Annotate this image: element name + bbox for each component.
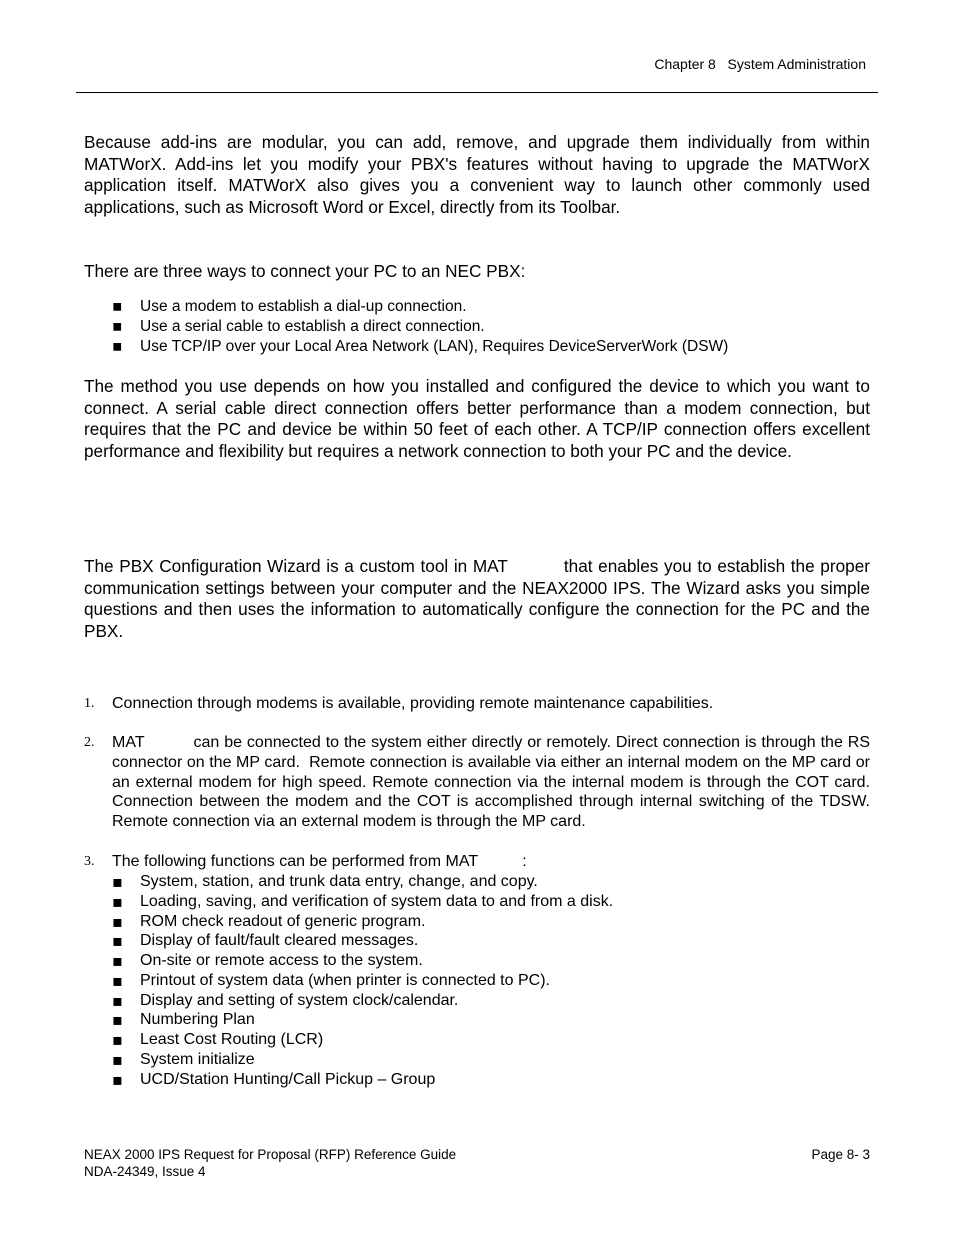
footer-doc-id: NDA-24349, Issue 4 bbox=[84, 1164, 206, 1179]
numbered-item-3 bbox=[84, 852, 870, 872]
item-text: The following functions can be performed from MAT : bbox=[112, 853, 527, 870]
list-item: ▪ Use a modem to establish a dial-up connection. bbox=[112, 297, 728, 317]
list-item: ▪ System, station, and trunk data entry, change, and copy. bbox=[112, 872, 613, 892]
connect-lead: There are three ways to connect your PC to an NEC PBX: bbox=[84, 261, 526, 281]
footer-title: NEAX 2000 IPS Request for Proposal (RFP) Reference Guide bbox=[84, 1147, 457, 1162]
item-number: 2. bbox=[84, 735, 95, 750]
list-item: ▪ Use a serial cable to establish a direct connection. bbox=[112, 317, 728, 337]
list-item: ▪ On-site or remote access to the system. bbox=[112, 951, 613, 971]
intro-paragraph: Because add-ins are modular, you can add, remove, and upgrade them individually from within MATWorX. Add-ins let you modify your PBX's features without having to upgrade the MATWorX application itself. MATWorX also gives you a convenient way to launch other commonly used applications, such as Microsoft Word or Excel, directly from its Toolbar. bbox=[84, 132, 870, 217]
item-text: Connection through modems is available, providing remote maintenance capabilities. bbox=[112, 695, 714, 712]
numbered-item-2 bbox=[84, 733, 875, 832]
item-number: 1. bbox=[84, 696, 95, 711]
item-number: 3. bbox=[84, 854, 95, 869]
item-text: MAT can be connected to the system either directly or remotely. Direct connection is through the RS connector on the MP card. Remote connection is available via either an internal modem on the MP card or an external modem for high speed. Remote connection via the internal modem is through the COT card. Connection between the modem and the COT is accomplished through internal switching of the TDSW. Remote connection via an external modem is through the MP card. bbox=[112, 734, 875, 831]
footer-page-number: Page 8- 3 bbox=[811, 1147, 870, 1162]
numbered-item-1 bbox=[84, 694, 870, 714]
list-item: ▪ Display and setting of system clock/calendar. bbox=[112, 991, 613, 1011]
list-item: ▪ ROM check readout of generic program. bbox=[112, 912, 613, 932]
header-rule bbox=[76, 92, 878, 93]
list-item: ▪ Loading, saving, and verification of system data to and from a disk. bbox=[112, 892, 613, 912]
list-item: ▪ Printout of system data (when printer is connected to PC). bbox=[112, 971, 613, 991]
footer-left bbox=[84, 1146, 456, 1180]
list-item: ▪ UCD/Station Hunting/Call Pickup – Group bbox=[112, 1070, 613, 1090]
list-item: ▪ System initialize bbox=[112, 1050, 613, 1070]
functions-list bbox=[112, 872, 613, 1089]
method-paragraph: The method you use depends on how you installed and configured the device to which you want to connect. A serial cable direct connection offers better performance than a modem connection, but requires that the PC and device be within 50 feet of each other. A TCP/IP connection offers excellent performance and flexibility but requires a network connection to both your PC and the device. bbox=[84, 376, 870, 461]
list-item: ▪ Use TCP/IP over your Local Area Network (LAN), Requires DeviceServerWork (DSW) bbox=[112, 337, 728, 357]
wizard-paragraph: The PBX Configuration Wizard is a custom tool in MAT that enables you to establish the proper communication settings between your computer and the NEAX2000 IPS. The Wizard asks you simple questions and then uses the information to automatically configure the connection for the PC and the PBX. bbox=[84, 556, 875, 641]
list-item: ▪ Display of fault/fault cleared messages. bbox=[112, 931, 613, 951]
connection-options-list bbox=[112, 297, 728, 356]
running-header: Chapter 8 System Administration bbox=[654, 56, 866, 72]
list-item: ▪ Least Cost Routing (LCR) bbox=[112, 1030, 613, 1050]
list-item: ▪ Numbering Plan bbox=[112, 1010, 613, 1030]
